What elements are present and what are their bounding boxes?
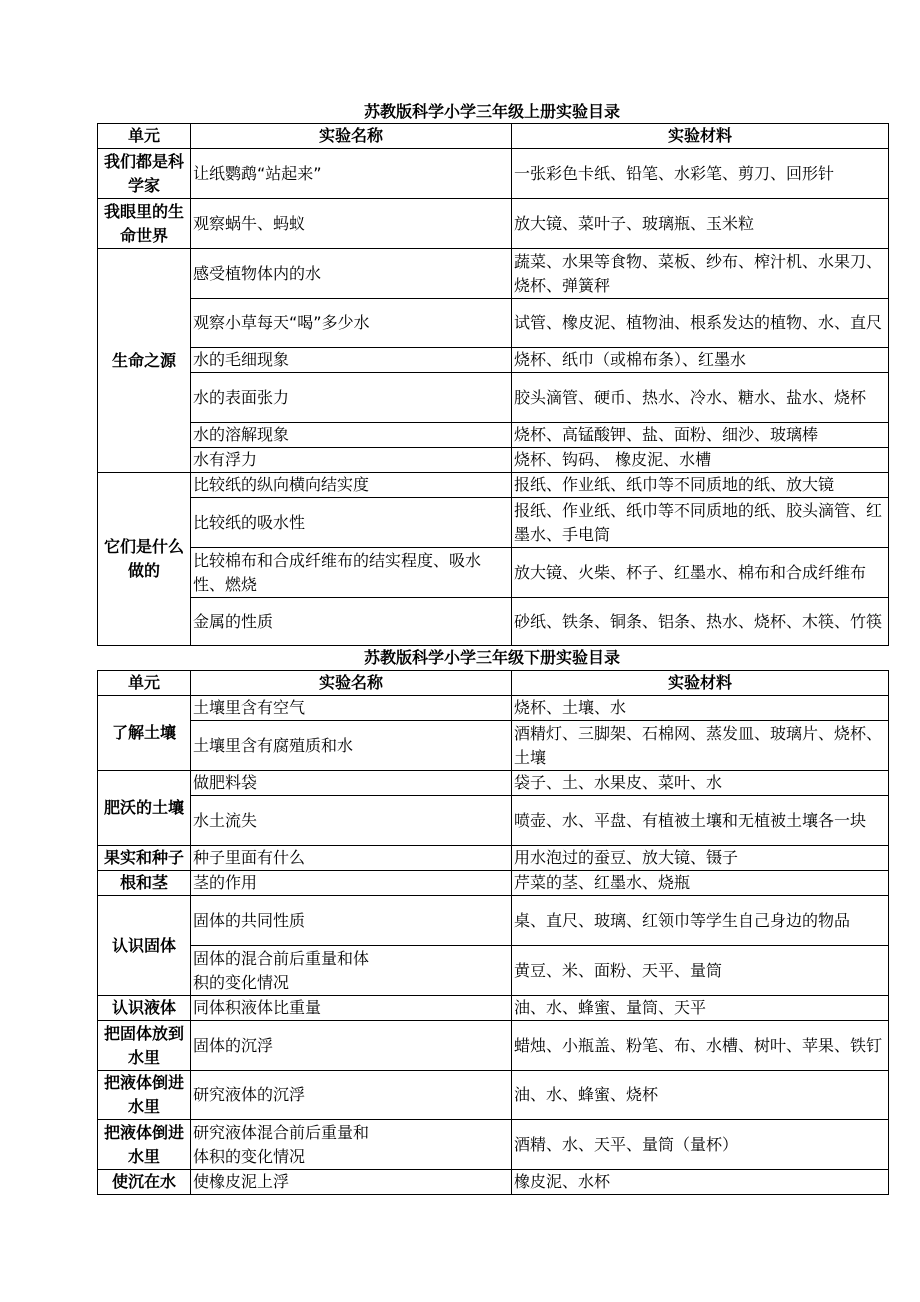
header-experiment: 实验名称 <box>191 124 512 149</box>
unit-cell: 把液体倒进水里 <box>98 1120 191 1170</box>
table-row <box>98 1170 889 1195</box>
table-row <box>98 796 889 846</box>
header-row <box>98 124 889 149</box>
table-row <box>98 721 889 771</box>
table-2-title: 苏教版科学小学三年级下册实验目录 <box>363 648 620 667</box>
materials-cell: 烧杯、高锰酸钾、盐、面粉、细沙、玻璃棒 <box>512 423 889 448</box>
materials-cell: 胶头滴管、硬币、热水、冷水、糖水、盐水、烧杯 <box>512 373 889 423</box>
experiment-cell: 比较纸的吸水性 <box>191 498 512 548</box>
header-materials: 实验材料 <box>512 124 889 149</box>
materials-cell: 烧杯、土壤、水 <box>512 696 889 721</box>
materials-cell: 蜡烛、小瓶盖、粉笔、布、水槽、树叶、苹果、铁钉 <box>512 1021 889 1071</box>
header-unit: 单元 <box>98 671 191 696</box>
unit-cell: 它们是什么做的 <box>98 473 191 646</box>
materials-cell: 烧杯、纸巾（或棉布条）、红墨水 <box>512 348 889 373</box>
experiment-cell: 茎的作用 <box>191 871 512 896</box>
experiment-cell: 比较纸的纵向横向结实度 <box>191 473 512 498</box>
table-row <box>98 696 889 721</box>
table-row <box>98 348 889 373</box>
header-materials: 实验材料 <box>512 671 889 696</box>
unit-cell: 生命之源 <box>98 249 191 473</box>
materials-cell: 放大镜、火柴、杯子、红墨水、棉布和合成纤维布 <box>512 548 889 598</box>
experiment-cell: 种子里面有什么 <box>191 846 512 871</box>
experiment-cell: 观察蜗牛、蚂蚁 <box>191 199 512 249</box>
unit-cell: 我们都是科学家 <box>98 149 191 199</box>
experiment-cell: 土壤里含有空气 <box>191 696 512 721</box>
table-1 <box>97 123 889 646</box>
table-row <box>98 871 889 896</box>
experiment-cell: 研究液体混合前后重量和 体积的变化情况 <box>191 1120 512 1170</box>
table-2 <box>97 670 889 1195</box>
materials-cell: 蔬菜、水果等食物、菜板、纱布、榨汁机、水果刀、烧杯、弹簧秤 <box>512 249 889 299</box>
experiment-cell: 金属的性质 <box>191 598 512 646</box>
materials-cell: 用水泡过的蚕豆、放大镜、镊子 <box>512 846 889 871</box>
table-row <box>98 846 889 871</box>
unit-cell: 认识固体 <box>98 896 191 996</box>
table-row <box>98 996 889 1021</box>
experiment-cell: 同体积液体比重量 <box>191 996 512 1021</box>
materials-cell: 烧杯、钩码、 橡皮泥、水槽 <box>512 448 889 473</box>
experiment-cell: 固体的混合前后重量和体 积的变化情况 <box>191 946 512 996</box>
table-row <box>98 249 889 299</box>
unit-cell: 根和茎 <box>98 871 191 896</box>
experiment-cell: 水的毛细现象 <box>191 348 512 373</box>
header-unit: 单元 <box>98 124 191 149</box>
materials-cell: 砂纸、铁条、铜条、铝条、热水、烧杯、木筷、竹筷 <box>512 598 889 646</box>
table-row <box>98 473 889 498</box>
experiment-cell: 感受植物体内的水 <box>191 249 512 299</box>
materials-cell: 油、水、蜂蜜、量筒、天平 <box>512 996 889 1021</box>
table-row <box>98 498 889 548</box>
materials-cell: 放大镜、菜叶子、玻璃瓶、玉米粒 <box>512 199 889 249</box>
materials-cell: 酒精灯、三脚架、石棉网、蒸发皿、玻璃片、烧杯、土壤 <box>512 721 889 771</box>
materials-cell: 桌、直尺、玻璃、红领巾等学生自己身边的物品 <box>512 896 889 946</box>
table-row <box>98 299 889 348</box>
experiment-cell: 土壤里含有腐殖质和水 <box>191 721 512 771</box>
table-row <box>98 373 889 423</box>
materials-cell: 喷壶、水、平盘、有植被土壤和无植被土壤各一块 <box>512 796 889 846</box>
experiment-cell: 让纸鹦鹉“站起来” <box>191 149 512 199</box>
experiment-cell: 水土流失 <box>191 796 512 846</box>
materials-cell: 袋子、土、水果皮、菜叶、水 <box>512 771 889 796</box>
table-1-title: 苏教版科学小学三年级上册实验目录 <box>363 102 620 121</box>
materials-cell: 一张彩色卡纸、铅笔、水彩笔、剪刀、回形针 <box>512 149 889 199</box>
unit-cell: 肥沃的土壤 <box>98 771 191 846</box>
table-row <box>98 946 889 996</box>
table-row <box>98 1071 889 1120</box>
header-row <box>98 671 889 696</box>
table-row <box>98 1021 889 1071</box>
materials-cell: 试管、橡皮泥、植物油、根系发达的植物、水、直尺 <box>512 299 889 348</box>
header-experiment: 实验名称 <box>191 671 512 696</box>
experiment-cell: 水有浮力 <box>191 448 512 473</box>
experiment-cell: 使橡皮泥上浮 <box>191 1170 512 1195</box>
table-row <box>98 771 889 796</box>
unit-cell: 我眼里的生命世界 <box>98 199 191 249</box>
materials-cell: 报纸、作业纸、纸巾等不同质地的纸、胶头滴管、红墨水、手电筒 <box>512 498 889 548</box>
unit-cell: 认识液体 <box>98 996 191 1021</box>
materials-cell: 报纸、作业纸、纸巾等不同质地的纸、放大镜 <box>512 473 889 498</box>
experiment-cell: 比较棉布和合成纤维布的结实程度、吸水性、燃烧 <box>191 548 512 598</box>
table-row <box>98 598 889 646</box>
experiment-cell: 观察小草每天“喝”多少水 <box>191 299 512 348</box>
materials-cell: 黄豆、米、面粉、天平、量筒 <box>512 946 889 996</box>
unit-cell: 把液体倒进水里 <box>98 1071 191 1120</box>
table-row <box>98 149 889 199</box>
table-row <box>98 448 889 473</box>
experiment-cell: 做肥料袋 <box>191 771 512 796</box>
materials-cell: 油、水、蜂蜜、烧杯 <box>512 1071 889 1120</box>
experiment-cell: 研究液体的沉浮 <box>191 1071 512 1120</box>
unit-cell: 使沉在水 <box>98 1170 191 1195</box>
materials-cell: 橡皮泥、水杯 <box>512 1170 889 1195</box>
materials-cell: 酒精、水、天平、量筒（量杯） <box>512 1120 889 1170</box>
unit-cell: 把固体放到水里 <box>98 1021 191 1071</box>
table-row <box>98 199 889 249</box>
experiment-cell: 水的表面张力 <box>191 373 512 423</box>
experiment-cell: 水的溶解现象 <box>191 423 512 448</box>
table-row <box>98 1120 889 1170</box>
experiment-cell: 固体的共同性质 <box>191 896 512 946</box>
table-row <box>98 548 889 598</box>
table-row <box>98 423 889 448</box>
materials-cell: 芹菜的茎、红墨水、烧瓶 <box>512 871 889 896</box>
experiment-cell: 固体的沉浮 <box>191 1021 512 1071</box>
table-row <box>98 896 889 946</box>
unit-cell: 果实和种子 <box>98 846 191 871</box>
unit-cell: 了解土壤 <box>98 696 191 771</box>
